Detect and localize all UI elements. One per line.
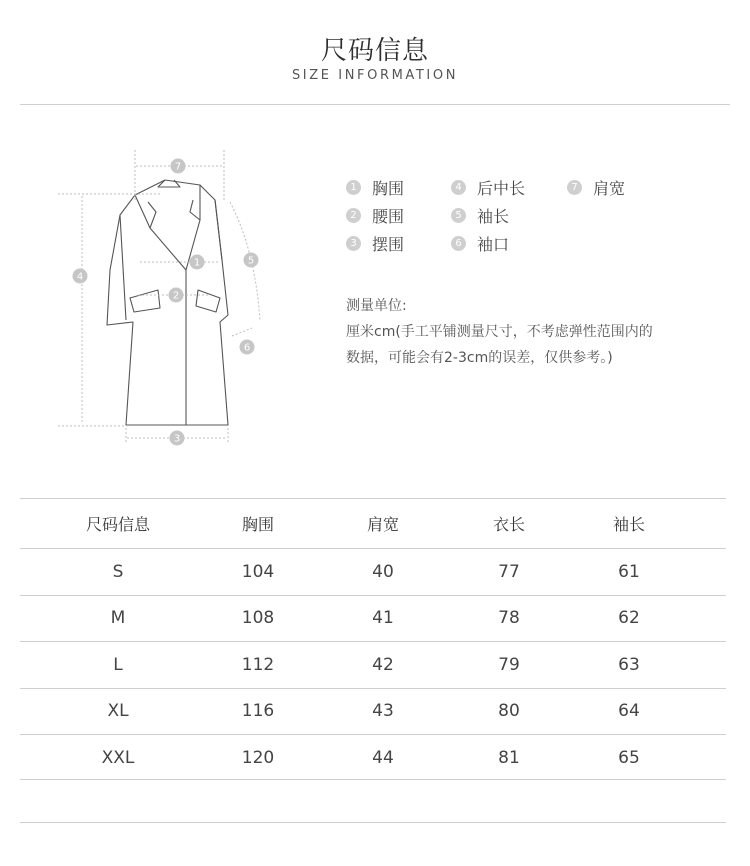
measurement-legend	[346, 176, 676, 260]
note-line: 数据，可能会有2-3cm的误差，仅供参考。)	[346, 350, 613, 366]
sleeve-cell: 65	[618, 747, 640, 768]
sleeve-cell: 61	[618, 561, 640, 582]
legend-number: 4	[451, 180, 466, 195]
length-cell: 79	[498, 654, 520, 675]
coat-measurement-diagram	[50, 140, 280, 450]
legend-number: 1	[346, 180, 361, 195]
sleeve-cell: 63	[618, 654, 640, 675]
legend-label: 摆围	[372, 234, 405, 254]
marker-3	[170, 431, 185, 446]
legend-label: 胸围	[372, 178, 405, 198]
marker-4	[73, 269, 88, 284]
svg-text:5: 5	[247, 255, 255, 267]
legend-label: 腰围	[372, 206, 405, 226]
legend-number: 6	[451, 236, 466, 251]
legend-number: 7	[567, 180, 582, 195]
legend-number: 5	[451, 208, 466, 223]
table-header-row	[20, 498, 726, 548]
coat-pocket-left	[130, 290, 160, 312]
note-line: 厘米cm(手工平铺测量尺寸，不考虑弹性范围内的	[346, 324, 653, 340]
legend-item-chest	[346, 176, 404, 198]
coat-pocket-right	[196, 290, 220, 312]
table-row	[20, 688, 726, 735]
legend-item-back-length	[451, 176, 525, 198]
header-cell: 袖长	[612, 515, 645, 534]
svg-text:2: 2	[172, 290, 180, 302]
legend-item-sleeve-length	[451, 204, 509, 226]
size-cell: L	[113, 654, 123, 675]
legend-item-hem	[346, 232, 404, 254]
divider	[20, 822, 726, 823]
legend-label: 后中长	[477, 178, 526, 198]
legend-number: 2	[346, 208, 361, 223]
legend-label: 肩宽	[593, 178, 626, 198]
shoulder-cell: 44	[372, 747, 394, 768]
table-row	[20, 595, 726, 642]
shoulder-cell: 40	[372, 561, 394, 582]
length-cell: 80	[498, 701, 520, 722]
sleeve-cell: 64	[618, 701, 640, 722]
length-cell: 78	[498, 608, 520, 629]
legend-number: 3	[346, 236, 361, 251]
measurement-note	[346, 293, 716, 371]
size-cell: XL	[107, 701, 129, 722]
legend-item-cuff	[451, 232, 509, 254]
svg-text:6: 6	[243, 342, 251, 354]
svg-text:7: 7	[174, 161, 182, 173]
note-line: 测量单位:	[346, 298, 407, 314]
legend-item-shoulder	[567, 176, 625, 198]
table-row	[20, 548, 726, 595]
legend-label: 袖长	[477, 206, 510, 226]
marker-5	[244, 253, 259, 268]
table-row	[20, 734, 726, 781]
legend-label: 袖口	[477, 234, 510, 254]
header-cell: 胸围	[241, 515, 274, 534]
header-cell: 尺码信息	[85, 515, 150, 534]
page-subtitle: SIZE INFORMATION	[291, 68, 459, 83]
chest-cell: 120	[241, 747, 275, 768]
coat-lapel-left	[135, 185, 200, 270]
size-cell: M	[110, 608, 126, 629]
shoulder-cell: 43	[372, 701, 394, 722]
divider	[20, 779, 726, 780]
size-table	[20, 498, 726, 781]
header-cell: 肩宽	[366, 515, 399, 534]
sleeve-cell: 62	[618, 608, 640, 629]
divider	[20, 104, 730, 105]
svg-text:1: 1	[193, 257, 201, 269]
chest-cell: 108	[241, 608, 275, 629]
marker-1	[190, 255, 205, 270]
marker-6	[240, 340, 255, 355]
marker-2	[169, 288, 184, 303]
chest-cell: 112	[241, 654, 275, 675]
size-cell: XXL	[101, 747, 135, 768]
chest-cell: 116	[241, 701, 275, 722]
size-cell: S	[112, 561, 124, 582]
page-title: 尺码信息	[320, 36, 429, 66]
chest-cell: 104	[241, 561, 275, 582]
svg-text:4: 4	[76, 271, 84, 283]
legend-item-waist	[346, 204, 404, 226]
length-cell: 77	[498, 561, 520, 582]
shoulder-cell: 42	[372, 654, 394, 675]
header-cell: 衣长	[492, 515, 525, 534]
marker-7	[171, 159, 186, 174]
shoulder-cell: 41	[372, 608, 394, 629]
table-row	[20, 641, 726, 688]
length-cell: 81	[498, 747, 520, 768]
svg-text:3: 3	[173, 433, 181, 445]
